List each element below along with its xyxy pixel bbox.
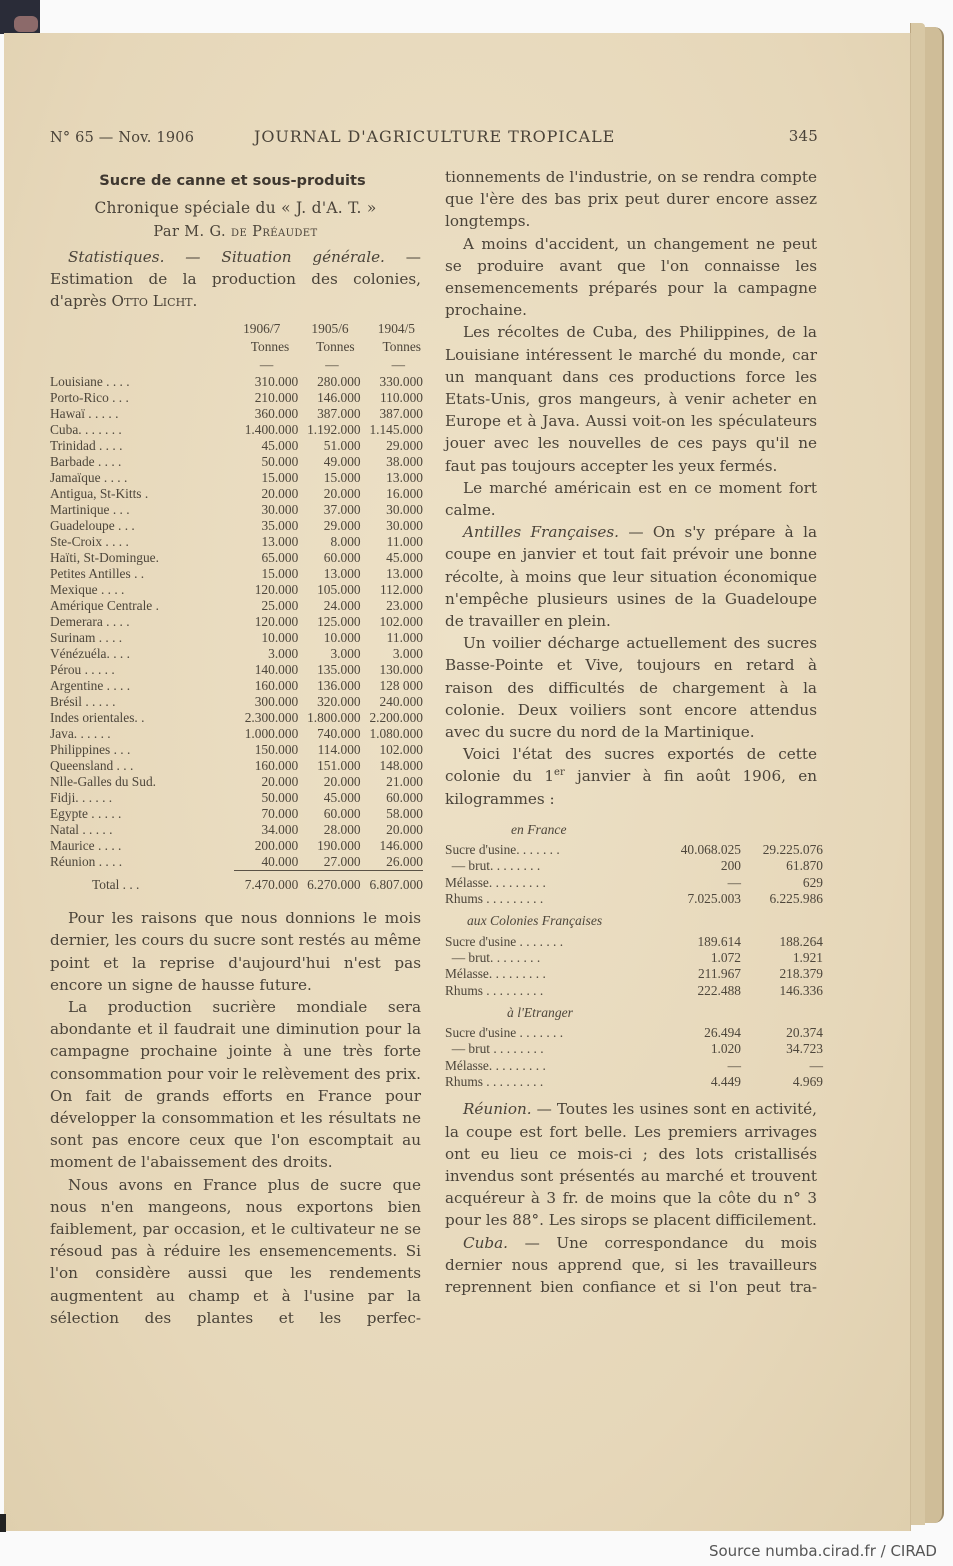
value-b: 146.336 (779, 982, 823, 998)
exports-table (445, 816, 823, 1090)
value-1906: 70.000 (261, 806, 299, 822)
country-name: Natal . . . . . (50, 822, 113, 838)
country-name: Queensland . . . (50, 758, 134, 774)
value-1906: 2.300.000 (244, 710, 299, 726)
table-row (50, 486, 423, 502)
value-1905: 146.000 (317, 390, 361, 406)
value-1904: 60.000 (386, 790, 423, 806)
value-b: 29.225.076 (762, 842, 823, 858)
value-1905: 151.000 (317, 758, 361, 774)
value-1906: 20.000 (261, 774, 299, 790)
value-1905: 45.000 (323, 790, 361, 806)
col-year: 1904/5 (377, 321, 415, 337)
value-1905: 24.000 (323, 598, 361, 614)
col-year: 1905/6 (311, 321, 349, 337)
value-1906: 50.000 (261, 454, 299, 470)
page-edge (924, 27, 944, 1523)
left-column (50, 170, 421, 1329)
value-1906: 1.400.000 (244, 422, 299, 438)
paragraph: A moins d'accident, un changement ne peut se produire avant que l'on connaisse les ensemencements préparés pour la campagne prochaine. (445, 234, 817, 320)
right-column (445, 166, 823, 1298)
value-1906: 160.000 (254, 758, 299, 774)
total-row: Total . . . 7.470.000 6.270.000 6.807.000 (50, 871, 423, 894)
value-1905: 105.000 (317, 582, 361, 598)
value-1906: 65.000 (261, 550, 299, 566)
paragraph: Pour les raisons que nous donnions le mois dernier, les cours du sucre sont restés au même point et la reprise d'aujourd'hui n'est pas encore un signe de hausse future. (50, 909, 421, 994)
value-a: 1.072 (710, 949, 741, 965)
article-subtitle: Chronique spéciale du « J. d'A. T. » (94, 199, 377, 218)
table-row (50, 742, 423, 758)
table-row (445, 1074, 823, 1090)
value-1904: 23.000 (386, 598, 423, 614)
country-name: Mexique . . . . (50, 582, 125, 598)
value-1904: 30.000 (386, 518, 423, 534)
value-1905: 28.000 (323, 822, 361, 838)
value-1905: 740.000 (317, 726, 361, 742)
value-1904: 102.000 (379, 614, 423, 630)
value-1906: 310.000 (254, 374, 299, 390)
value-1905: 20.000 (323, 774, 361, 790)
value-1904: 30.000 (386, 502, 423, 518)
paragraph: Les récoltes de Cuba, des Philippines, de la Louisiane intéressent le marché du monde, car un manquant dans ces productions force les Etats-Unis, gros mangeurs, à venir acheter en Europe et à Java. Aussi voit-on les spéculateurs jouer avec les nouvelles de ces pays qu'il ne faut pas toujours accepter les yeux fermés. (445, 323, 817, 475)
product-name: Mélasse. . . . . . . . . (445, 966, 546, 982)
value-1906: 120.000 (254, 614, 299, 630)
value-1906: 35.000 (261, 518, 299, 534)
paragraph: tionnements de l'industrie, on se rendra compte que l'ère des bas prix peut durer encore assez longtemps. (445, 168, 817, 231)
value-1906: 120.000 (254, 582, 299, 598)
country-name: Jamaïque . . . . (50, 470, 128, 486)
value-1904: 20.000 (386, 822, 423, 838)
value-1906: 20.000 (261, 486, 299, 502)
value-1906: 15.000 (261, 470, 299, 486)
table-row (50, 406, 423, 422)
value-1905: 190.000 (317, 838, 361, 854)
journal-title: JOURNAL D'AGRICULTURE TROPICALE (254, 127, 616, 146)
table-row (50, 614, 423, 630)
value-1904: 240.000 (379, 694, 423, 710)
table-row (445, 966, 823, 982)
country-name: Nlle-Galles du Sud. (50, 774, 156, 790)
table-row (445, 1025, 823, 1041)
table-row (445, 1058, 823, 1074)
value-1905: 280.000 (317, 374, 361, 390)
country-name: Guadeloupe . . . (50, 518, 135, 534)
country-name: Cuba. . . . . . . (50, 422, 122, 438)
value-1906: 150.000 (254, 742, 299, 758)
value-1904: 128 000 (379, 678, 423, 694)
product-name: Mélasse. . . . . . . . . (445, 874, 546, 890)
value-b: 629 (802, 874, 823, 890)
country-name: Porto-Rico . . . (50, 390, 129, 406)
value-1904: 38.000 (386, 454, 423, 470)
value-1904: 102.000 (379, 742, 423, 758)
value-1906: 10.000 (261, 630, 299, 646)
value-a: 200 (720, 858, 741, 874)
country-name: Martinique . . . (50, 502, 130, 518)
product-name: — brut . . . . . . . . (445, 1041, 544, 1057)
table-row (50, 502, 423, 518)
value-1906: 34.000 (261, 822, 299, 838)
col-year: 1906/7 (243, 321, 281, 337)
value-a: 26.494 (704, 1025, 741, 1041)
country-name: Maurice . . . . (50, 838, 122, 854)
value-1905: 29.000 (323, 518, 361, 534)
value-1904: 1.080.000 (369, 726, 423, 742)
intro-paragraph: Statistiques. — Situation générale. — Estimation de la production des colonies, d'après Otto Licht. (50, 247, 421, 311)
value-1905: 15.000 (323, 470, 361, 486)
table-row (50, 646, 423, 662)
table-row (445, 891, 823, 907)
value-1905: 60.000 (323, 550, 361, 566)
value-1904: 29.000 (386, 438, 423, 454)
value-b: 20.374 (786, 1025, 823, 1041)
value-1905: 49.000 (323, 454, 361, 470)
value-1904: 1.145.000 (369, 422, 423, 438)
value-1906: 25.000 (261, 598, 299, 614)
table-row (50, 470, 423, 486)
value-1905: 60.000 (323, 806, 361, 822)
value-1905: 3.000 (330, 646, 361, 662)
value-a: 40.068.025 (680, 842, 741, 858)
product-name: Sucre d'usine . . . . . . . (445, 933, 564, 949)
country-name: Indes orientales. . (50, 710, 145, 726)
value-1906: 210.000 (254, 390, 299, 406)
paragraph-exports-intro: Voici l'état des sucres exportés de cette colonie du 1er janvier à fin août 1906, en kilogrammes : (445, 745, 817, 808)
country-name: Amérique Centrale . (50, 598, 159, 614)
value-1904: 146.000 (379, 838, 423, 854)
section-heading: en France (511, 821, 567, 837)
value-1904: 21.000 (386, 774, 423, 790)
table-row (50, 678, 423, 694)
value-1904: 11.000 (386, 630, 423, 646)
country-name: Hawaï . . . . . (50, 406, 119, 422)
value-1904: 58.000 (386, 806, 423, 822)
value-1905: 20.000 (323, 486, 361, 502)
value-1905: 27.000 (323, 854, 361, 870)
value-a: — (727, 1057, 741, 1073)
table-row (445, 934, 823, 950)
country-name: Philippines . . . (50, 742, 131, 758)
table-row (50, 806, 423, 822)
value-b: 218.379 (779, 966, 823, 982)
value-1905: 37.000 (323, 502, 361, 518)
table-row (50, 790, 423, 806)
running-head (50, 125, 820, 149)
table-row (50, 838, 423, 854)
country-name: Brésil . . . . . (50, 694, 116, 710)
table-row (50, 374, 423, 390)
table-row (50, 598, 423, 614)
value-1905: 387.000 (317, 406, 361, 422)
issue-label: N° 65 — Nov. 1906 (50, 130, 195, 146)
value-1905: 136.000 (317, 678, 361, 694)
article-title: Sucre de canne et sous-produits (99, 172, 366, 189)
value-1906: 40.000 (261, 854, 299, 870)
country-name: Réunion . . . . (50, 854, 123, 870)
value-1904: 112.000 (379, 582, 423, 598)
value-1905: 1.192.000 (307, 422, 361, 438)
table-row (50, 422, 423, 438)
value-1906: 30.000 (261, 502, 299, 518)
value-1906: 300.000 (254, 694, 299, 710)
scan-corner (0, 0, 40, 34)
value-1904: 148.000 (379, 758, 423, 774)
product-name: Sucre d'usine . . . . . . . (445, 1025, 564, 1041)
value-1906: 13.000 (261, 534, 299, 550)
col-unit: Tonnes (250, 339, 290, 355)
table-row (50, 758, 423, 774)
country-name: Louisiane . . . . (50, 374, 130, 390)
value-b: 4.969 (792, 1074, 823, 1090)
value-1905: 51.000 (323, 438, 361, 454)
table-row (445, 842, 823, 858)
value-1906: 140.000 (254, 662, 299, 678)
table-row (50, 630, 423, 646)
country-name: Egypte . . . . . (50, 806, 122, 822)
country-name: Surinam . . . . (50, 630, 123, 646)
paragraph: Un voilier décharge actuellement des sucres Basse-Pointe et Vive, toujours en retard à raison des difficultés de chargement à la colonie. Deux voiliers sont encore attendus avec du sucre du nord de la Martinique. (445, 634, 817, 742)
country-name: Trinidad . . . . (50, 438, 123, 454)
table-row (50, 438, 423, 454)
value-1904: 110.000 (379, 390, 423, 406)
paragraph: La production sucrière mondiale sera abondante et il faudrait une diminution pour la campagne prochaine jointe à une très forte consommation pour voir le relèvement des prix. On fait de grands efforts en France pour développer la consommation et les résultats ne sont pas encore ceux que l'on escomptait au moment de l'abaissement des droits. (50, 998, 421, 1172)
table-row (50, 854, 423, 871)
product-name: Sucre d'usine. . . . . . . (445, 842, 560, 858)
value-b: — (809, 1057, 823, 1073)
product-name: Rhums . . . . . . . . . (445, 982, 544, 998)
scan-marker (0, 1514, 6, 1532)
value-1905: 114.000 (317, 742, 361, 758)
value-a: 189.614 (697, 933, 741, 949)
table-row (50, 582, 423, 598)
source-credit: Source numba.cirad.fr / CIRAD (708, 1542, 937, 1560)
value-1904: 45.000 (386, 550, 423, 566)
paragraph: Nous avons en France plus de sucre que nous n'en mangeons, nous exportons bien faiblement, par occasion, et le cultivateur ne se résoud pas à réduire les ensemencements. Si l'on considère aussi que les rendements augmentent au champ et à l'usine par la sélection des plantes et les perfec- (50, 1175, 421, 1327)
table-row (50, 822, 423, 838)
country-name: Barbade . . . . (50, 454, 122, 470)
value-1905: 320.000 (317, 694, 361, 710)
value-1906: 1.000.000 (244, 726, 299, 742)
country-name: Vénézuéla. . . . (50, 646, 130, 662)
value-1904: 387.000 (379, 406, 423, 422)
country-name: Ste-Croix . . . . (50, 534, 129, 550)
table-row (50, 774, 423, 790)
value-1906: 360.000 (254, 406, 299, 422)
paragraph: Le marché américain est en ce moment fort calme. (445, 478, 817, 520)
value-b: 1.921 (792, 949, 823, 965)
value-a: 222.488 (697, 982, 741, 998)
section-heading: aux Colonies Françaises (467, 913, 603, 929)
value-a: 211.967 (697, 966, 741, 982)
product-name: — brut. . . . . . . . (445, 949, 541, 965)
value-1904: 130.000 (379, 662, 423, 678)
country-name: Antigua, St-Kitts . (50, 486, 149, 502)
country-name: Java. . . . . . (50, 726, 111, 742)
table-row (445, 875, 823, 891)
page-edge (910, 23, 925, 1525)
paragraph-reunion: Réunion. — Toutes les usines sont en activité, la coupe est fort belle. Les premiers arrivages ont eu lieu ce mois-ci ; des lots cristallisés invendus sont présentés au marché et trouvent acquéreur à 3 fr. de moins que la côte du n° 3 pour les 88°. Les sirops se placent difficilement. (445, 1100, 817, 1230)
col-unit: Tonnes (382, 339, 421, 355)
table-row (50, 518, 423, 534)
table-row (50, 454, 423, 470)
table-row (50, 694, 423, 710)
table-row (445, 858, 823, 874)
value-1906: 50.000 (261, 790, 299, 806)
product-name: Mélasse. . . . . . . . . (445, 1057, 546, 1073)
value-1905: 135.000 (317, 662, 361, 678)
product-name: — brut. . . . . . . . (445, 858, 541, 874)
value-1904: 13.000 (386, 470, 423, 486)
value-b: 34.723 (786, 1041, 823, 1057)
production-table: 1906/7 1905/6 1904/5 Tonnes Tonnes Tonnes — — — Louisiane . . . . 310.000 280.000 330.000 Porto-Rico . . . 210.000 146.000 110.000 Hawaï . . . . . 360.000 387.000 387.000 Cuba. . . . . . . 1.400.000 1.192.000 1.145.000 Trinidad . . . . 45.000 51.000 29.000 Barbade . . . . 50.000 49.000 38.000 Jamaïque . . . . 15.000 15.000 13.000 Antigua, St-Kitts . 20.000 20.000 16.000 Martinique . . . 30.000 37.000 30.000 Guadeloupe . . . 35.000 29.000 30.000 Ste-Croix . . . . 13.000 8.000 11.000 Haïti, St-Domingue. 65.000 60.000 45.000 Petites Antilles . . 15.000 13.000 13.000 Mexique . . . . 120.000 105.000 112.000 Amérique Centrale . 25.000 24.000 23.000 Demerara . . . . 120.000 125.000 102.000 Surinam . . . . 10.000 10.000 11.000 Vénézuéla. . . . 3.000 3.000 3.000 Pérou . . . . . 140.000 135.000 130.000 Argentine . . . . 160.000 136.000 128 000 Brésil . . . . . 300.000 320.000 240.000 Indes orientales. . 2.300.000 1.800.000 2.200.000 Java. . . . . . 1.000.000 740.000 1.080.000 Philippines . . . 150.000 114.000 102.000 Queensland . . . 160.000 151.000 148.000 Nlle-Galles du Sud. 20.000 20.000 21.000 Fidji. . . . . . 50.000 45.000 60.000 Egypte . . . . . 70.000 60.000 58.000 Natal . . . . . 34.000 28.000 20.000 Maurice . . . . 200.000 190.000 146.000 Réunion . . . . 40.000 27.000 26.000 Total . . . 7.470.000 6.270.000 6.807.000 (50, 321, 423, 893)
product-name: Rhums . . . . . . . . . (445, 1074, 544, 1090)
value-a: 7.025.003 (687, 891, 741, 907)
value-1906: 160.000 (254, 678, 299, 694)
table-row (50, 710, 423, 726)
paragraph-cuba: Cuba. — Une correspondance du mois dernier nous apprend que, si les travailleurs reprennent bien confiance et si l'on peut tra- (445, 1233, 817, 1296)
product-name: Rhums . . . . . . . . . (445, 891, 544, 907)
table-row (50, 390, 423, 406)
table-row (445, 950, 823, 966)
country-name: Argentine . . . . (50, 678, 131, 694)
value-1904: 11.000 (386, 534, 423, 550)
author-name: de Préaudet (231, 224, 318, 241)
value-1904: 2.200.000 (369, 710, 423, 726)
page-number: 345 (788, 127, 818, 145)
value-1904: 3.000 (392, 646, 423, 662)
value-1905: 10.000 (323, 630, 361, 646)
value-1906: 200.000 (254, 838, 299, 854)
table-row (445, 1041, 823, 1057)
value-1906: 45.000 (261, 438, 299, 454)
article-byline: Par M. G. de Préaudet (153, 224, 318, 241)
total-label: Total . . . (92, 876, 140, 892)
country-name: Haïti, St-Domingue. (50, 550, 159, 566)
value-a: 4.449 (710, 1074, 741, 1090)
country-name: Demerara . . . . (50, 614, 130, 630)
paragraph-antilles: Antilles Françaises. — On s'y prépare à la coupe en janvier et tout fait prévoir une bonne récolte, à moins que leur situation économique n'empêche plusieurs usines de la Guadeloupe de travailler en plein. (445, 523, 817, 631)
value-1905: 1.800.000 (307, 710, 361, 726)
table-row (50, 726, 423, 742)
value-b: 6.225.986 (769, 891, 823, 907)
value-1904: 26.000 (386, 854, 423, 870)
value-1905: 13.000 (323, 566, 361, 582)
value-a: 1.020 (710, 1041, 741, 1057)
value-1906: 15.000 (261, 566, 299, 582)
section-heading: à l'Etranger (507, 1004, 573, 1020)
country-name: Petites Antilles . . (50, 566, 145, 582)
table-row (50, 534, 423, 550)
value-b: 61.870 (786, 858, 823, 874)
country-name: Fidji. . . . . . (50, 790, 113, 806)
value-1904: 330.000 (379, 374, 423, 390)
value-1905: 8.000 (330, 534, 361, 550)
value-1905: 125.000 (317, 614, 361, 630)
table-row (445, 983, 823, 999)
table-row (50, 566, 423, 582)
country-name: Pérou . . . . . (50, 662, 115, 678)
col-unit: Tonnes (316, 339, 355, 355)
value-1904: 16.000 (386, 486, 423, 502)
value-a: — (727, 874, 741, 890)
value-1906: 3.000 (268, 646, 299, 662)
table-row (50, 550, 423, 566)
table-row (50, 662, 423, 678)
value-b: 188.264 (779, 933, 823, 949)
value-1904: 13.000 (386, 566, 423, 582)
